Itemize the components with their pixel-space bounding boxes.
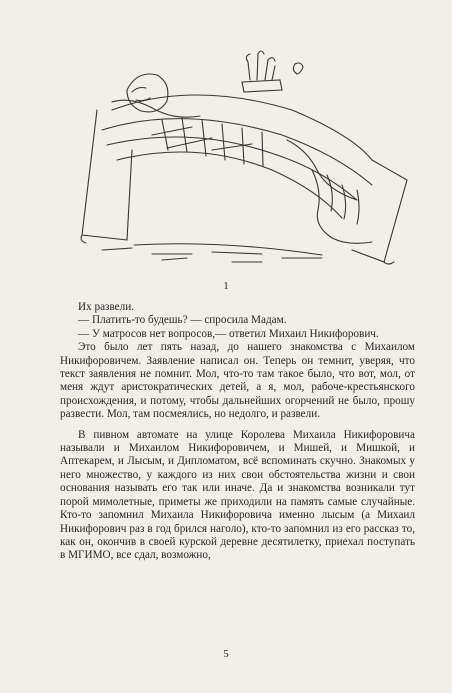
bed-sleeper-illustration	[72, 40, 422, 270]
page-number: 5	[223, 648, 229, 660]
paragraph: В пивном автомате на улице Королева Михаила Никифоровича называли и Михаилом Никифоровичем, и Мишей, и Мишкой, и Аптекарем, и Лысым, и Дипломатом, всё вспоминать скучно. Знакомых у него множество, у каждого из них свои обстоятельства жизни и свои основания называть его так или иначе. Да и знакомства возникали тут порой мимолетные, приметы же приходили на память самые случайные. Кто-то запомнил Михаила Никифоровича именно лысым (а Михаил Никифорович раз в год брился наголо), кто-то запомнил из его рассказ то, как он, окончив в своей курской деревне десятилетку, приехал поступать в МГИМО, все сдал, возможно,	[60, 428, 415, 562]
body-text	[60, 301, 415, 563]
paragraph: — Платить-то будешь? — спросила Мадам.	[78, 314, 287, 327]
paragraph: Это было лет пять назад, до нашего знакомства с Михаилом Никифоровичем. Заявление написал он. Теперь он темнит, уверяя, что текст заявления не помнит. Мол, что-то там такое было, что вот, мол, от меня ждут аристократических детей, а я, мол, рабоче-крестьянского происхождения, и потому, чтобы дальнейших огорчений не было, прошу развести. Мол, там посмеялись, но недолго, и развели.	[60, 341, 415, 421]
chapter-number: 1	[223, 280, 229, 292]
paragraph: — У матросов нет вопросов,— ответил Михаил Никифорович.	[78, 327, 379, 340]
paragraph: Их развели.	[78, 301, 134, 313]
